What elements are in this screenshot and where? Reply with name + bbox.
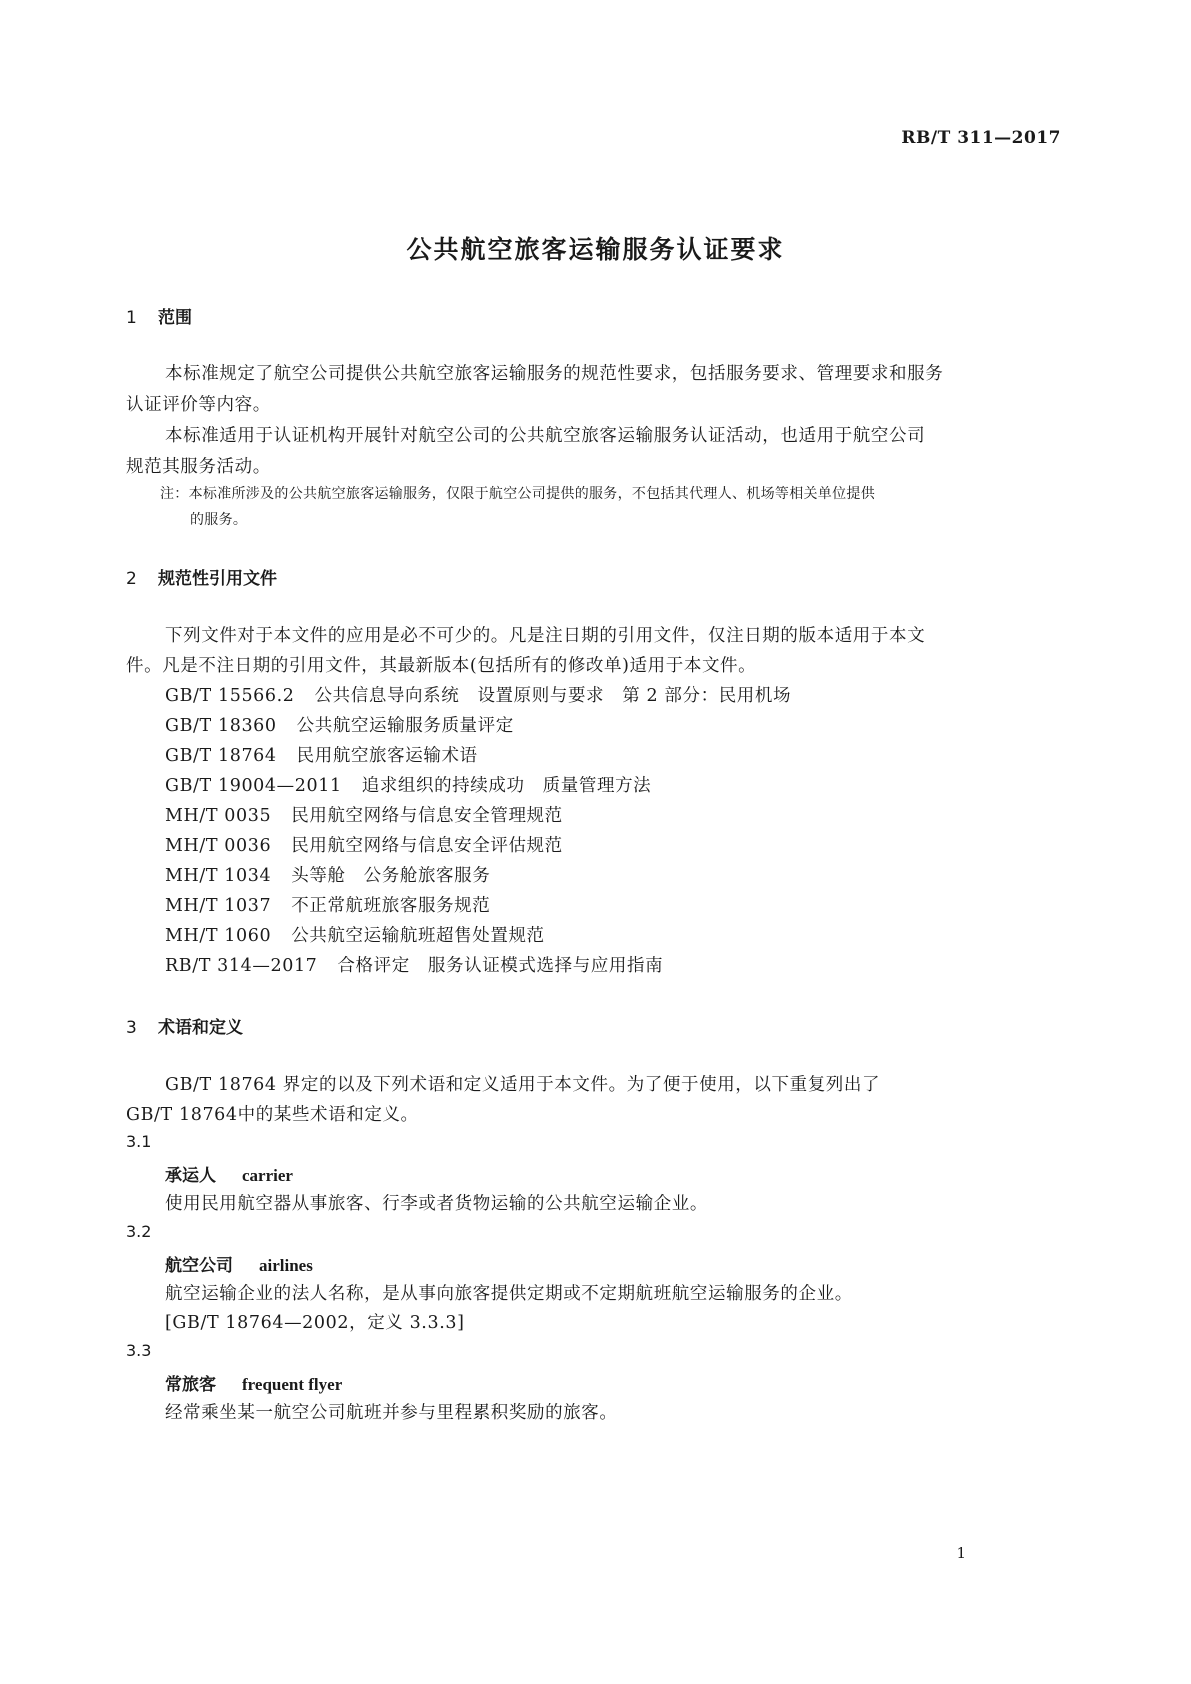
reference-title: 公共航空运输服务质量评定 (296, 716, 514, 736)
section-1-paragraph-1-line-1: 本标准规定了航空公司提供公共航空旅客运输服务的规范性要求，包括服务要求、管理要求和服务 (165, 364, 944, 384)
note-line-2: 的服务。 (190, 512, 248, 528)
reference-title: 公共航空运输航班超售处置规范 (291, 926, 545, 946)
reference-code: MH/T 0036 (165, 836, 272, 856)
reference-item (165, 832, 563, 857)
standard-number: RB/T 311—2017 (901, 128, 1061, 148)
reference-item (165, 742, 478, 767)
section-1-title: 范围 (158, 308, 192, 328)
section-2-paragraph-line-2: 件。凡是不注日期的引用文件，其最新版本(包括所有的修改单)适用于本文件。 (126, 656, 757, 676)
reference-code: GB/T 19004—2011 (165, 776, 342, 796)
section-3-number: 3 (126, 1018, 137, 1038)
reference-title: 民用航空网络与信息安全管理规范 (291, 806, 563, 826)
term-definition: 经常乘坐某一航空公司航班并参与里程累积奖励的旅客。 (165, 1403, 618, 1423)
section-1-paragraph-1-line-2: 认证评价等内容。 (126, 395, 271, 415)
term-en: frequent flyer (242, 1375, 343, 1394)
reference-title: 民用航空网络与信息安全评估规范 (291, 836, 563, 856)
reference-code: GB/T 18360 (165, 716, 277, 736)
page-number: 1 (956, 1544, 966, 1562)
term-zh: 承运人 (165, 1166, 216, 1186)
reference-code: MH/T 1034 (165, 866, 272, 886)
term-zh: 常旅客 (165, 1375, 216, 1395)
reference-title: 追求组织的持续成功 质量管理方法 (361, 776, 652, 796)
term-number: 3.2 (126, 1222, 152, 1241)
term-heading (165, 1370, 342, 1395)
reference-item (165, 682, 791, 707)
section-3-title: 术语和定义 (158, 1018, 243, 1038)
reference-title: 不正常航班旅客服务规范 (291, 896, 491, 916)
term-number: 3.1 (126, 1132, 152, 1151)
term-heading (165, 1161, 293, 1186)
term-zh: 航空公司 (165, 1256, 233, 1276)
term-number: 3.3 (126, 1341, 152, 1360)
reference-code: GB/T 15566.2 (165, 686, 295, 706)
reference-title: 公共信息导向系统 设置原则与要求 第 2 部分：民用机场 (314, 686, 792, 706)
reference-item (165, 922, 545, 947)
reference-item (165, 892, 490, 917)
section-1-heading (126, 303, 192, 328)
document-title: 公共航空旅客运输服务认证要求 (406, 235, 785, 264)
note-line-1: 注：本标准所涉及的公共航空旅客运输服务，仅限于航空公司提供的服务，不包括其代理人、机场等相关单位提供 (160, 486, 875, 502)
reference-item (165, 952, 663, 977)
reference-item (165, 772, 651, 797)
term-en: carrier (242, 1166, 293, 1185)
section-2-number: 2 (126, 569, 137, 589)
reference-code: MH/T 1060 (165, 926, 272, 946)
term-source: [GB/T 18764—2002，定义 3.3.3] (165, 1313, 465, 1333)
term-heading (165, 1251, 313, 1276)
reference-item (165, 712, 514, 737)
reference-code: GB/T 18764 (165, 746, 277, 766)
reference-code: MH/T 1037 (165, 896, 272, 916)
section-1-paragraph-2-line-1: 本标准适用于认证机构开展针对航空公司的公共航空旅客运输服务认证活动，也适用于航空公司 (165, 426, 926, 446)
term-definition: 航空运输企业的法人名称，是从事向旅客提供定期或不定期航班航空运输服务的企业。 (165, 1284, 853, 1304)
reference-title: 民用航空旅客运输术语 (296, 746, 478, 766)
term-en: airlines (259, 1256, 313, 1275)
reference-title: 合格评定 服务认证模式选择与应用指南 (337, 956, 664, 976)
section-2-paragraph-line-1: 下列文件对于本文件的应用是必不可少的。凡是注日期的引用文件，仅注日期的版本适用于本文 (165, 626, 926, 646)
section-1-number: 1 (126, 308, 137, 328)
term-definition: 使用民用航空器从事旅客、行李或者货物运输的公共航空运输企业。 (165, 1194, 708, 1214)
section-3-heading (126, 1013, 243, 1038)
section-1-paragraph-2-line-2: 规范其服务活动。 (126, 457, 271, 477)
reference-item (165, 862, 490, 887)
reference-code: MH/T 0035 (165, 806, 272, 826)
section-3-paragraph-line-1: GB/T 18764 界定的以及下列术语和定义适用于本文件。为了便于使用，以下重复列出了 (165, 1075, 881, 1095)
reference-title: 头等舱 公务舱旅客服务 (291, 866, 491, 886)
section-2-heading (126, 564, 277, 589)
reference-code: RB/T 314—2017 (165, 956, 318, 976)
section-3-paragraph-line-2: GB/T 18764中的某些术语和定义。 (126, 1105, 419, 1125)
section-2-title: 规范性引用文件 (158, 569, 277, 589)
reference-item (165, 802, 563, 827)
